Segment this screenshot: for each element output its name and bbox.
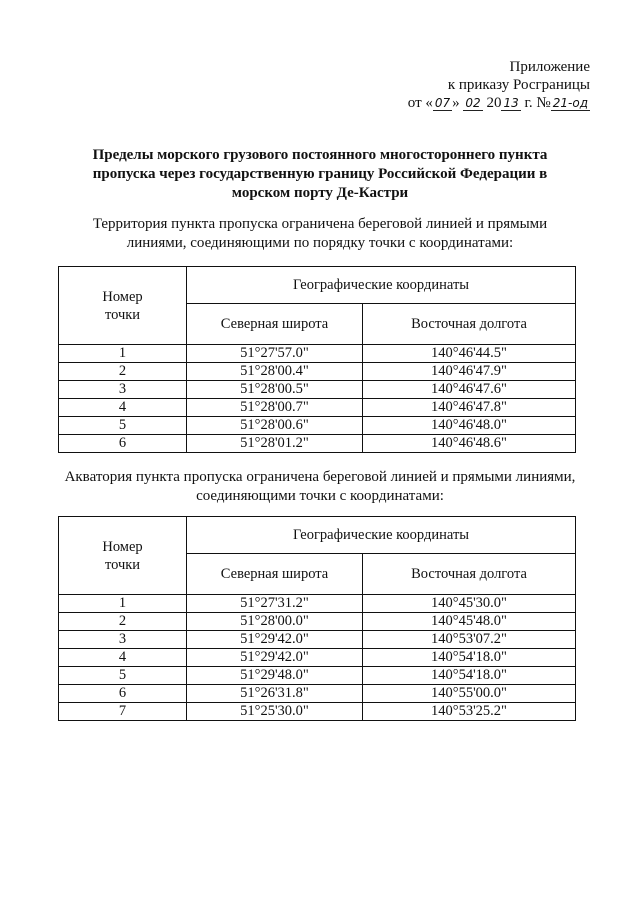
territory-intro-line-2: линиями, соединяющими по порядку точки с координатами:: [126, 235, 514, 251]
point-latitude: 51°28'01.2": [187, 435, 363, 453]
point-longitude: 140°46'47.6": [363, 381, 576, 399]
point-latitude: 51°28'00.0": [187, 613, 363, 631]
point-number: 1: [59, 345, 187, 363]
appendix-label: Приложение: [509, 59, 590, 75]
table-row: [59, 631, 576, 649]
header-east-longitude: Восточная долгота: [363, 554, 576, 595]
table-row: [59, 399, 576, 417]
table-row: [59, 703, 576, 721]
point-longitude: 140°46'47.8": [363, 399, 576, 417]
point-longitude: 140°53'07.2": [363, 631, 576, 649]
water-intro-line-2: соединяющими точки с координатами:: [196, 488, 444, 504]
document-title: [80, 146, 560, 203]
point-longitude: 140°54'18.0": [363, 667, 576, 685]
table-row: [59, 363, 576, 381]
point-longitude: 140°54'18.0": [363, 649, 576, 667]
point-longitude: 140°46'48.6": [363, 435, 576, 453]
table-row: [59, 595, 576, 613]
point-latitude: 51°27'57.0": [187, 345, 363, 363]
point-number: 3: [59, 631, 187, 649]
date-quote-close: »: [452, 95, 460, 111]
point-latitude: 51°28'00.5": [187, 381, 363, 399]
date-prefix: от «: [407, 95, 433, 111]
handwritten-year: 13: [503, 96, 519, 110]
header-north-latitude: Северная широта: [187, 304, 363, 345]
header-geo-coordinates: Географические координаты: [187, 517, 576, 554]
point-latitude: 51°28'00.4": [187, 363, 363, 381]
water-area-coordinates-table: [58, 516, 576, 721]
point-number: 7: [59, 703, 187, 721]
table-row: [59, 667, 576, 685]
point-latitude: 51°28'00.7": [187, 399, 363, 417]
water-area-intro: [58, 468, 582, 506]
point-longitude: 140°45'48.0": [363, 613, 576, 631]
point-number: 6: [59, 435, 187, 453]
point-number: 1: [59, 595, 187, 613]
table-row: [59, 613, 576, 631]
point-longitude: 140°46'48.0": [363, 417, 576, 435]
point-longitude: 140°55'00.0": [363, 685, 576, 703]
appendix-header: [360, 58, 590, 112]
appendix-date-line: [360, 94, 590, 112]
point-latitude: 51°29'42.0": [187, 631, 363, 649]
table-row: [59, 435, 576, 453]
handwritten-day: 07: [434, 96, 451, 110]
point-latitude: 51°28'00.6": [187, 417, 363, 435]
header-geo-coordinates: Географические координаты: [187, 267, 576, 304]
table-row: [59, 685, 576, 703]
point-longitude: 140°46'47.9": [363, 363, 576, 381]
territory-coordinates-table: [58, 266, 576, 453]
title-line-2: пропуска через государственную границу Российской Федерации в: [92, 166, 548, 182]
year-prefix: 20: [486, 95, 502, 111]
territory-intro-line-1: Территория пункта пропуска ограничена береговой линией и прямыми: [92, 216, 548, 232]
table-row: [59, 649, 576, 667]
point-longitude: 140°45'30.0": [363, 595, 576, 613]
header-point-number: Номер точки: [59, 517, 187, 595]
table-row: [59, 345, 576, 363]
point-latitude: 51°29'48.0": [187, 667, 363, 685]
point-latitude: 51°29'42.0": [187, 649, 363, 667]
point-latitude: 51°26'31.8": [187, 685, 363, 703]
point-number: 6: [59, 685, 187, 703]
point-latitude: 51°25'30.0": [187, 703, 363, 721]
title-line-3: морском порту Де-Кастри: [231, 185, 409, 201]
table-row: [59, 381, 576, 399]
header-east-longitude: Восточная долгота: [363, 304, 576, 345]
point-number: 2: [59, 363, 187, 381]
point-number: 2: [59, 613, 187, 631]
title-line-1: Пределы морского грузового постоянного многостороннего пункта: [92, 147, 548, 163]
handwritten-month: 02: [465, 96, 481, 110]
point-longitude: 140°46'44.5": [363, 345, 576, 363]
point-number: 5: [59, 417, 187, 435]
point-number: 4: [59, 399, 187, 417]
point-latitude: 51°27'31.2": [187, 595, 363, 613]
header-point-number: Номер точки: [59, 267, 187, 345]
order-number-label: г. №: [524, 95, 551, 111]
water-intro-line-1: Акватория пункта пропуска ограничена береговой линией и прямыми линиями,: [64, 469, 576, 485]
appendix-order-ref: к приказу Росграницы: [447, 77, 590, 93]
point-number: 5: [59, 667, 187, 685]
handwritten-order-number: 21-од: [552, 96, 588, 110]
table-row: [59, 417, 576, 435]
point-number: 4: [59, 649, 187, 667]
territory-intro: [70, 215, 570, 253]
header-north-latitude: Северная широта: [187, 554, 363, 595]
point-longitude: 140°53'25.2": [363, 703, 576, 721]
point-number: 3: [59, 381, 187, 399]
